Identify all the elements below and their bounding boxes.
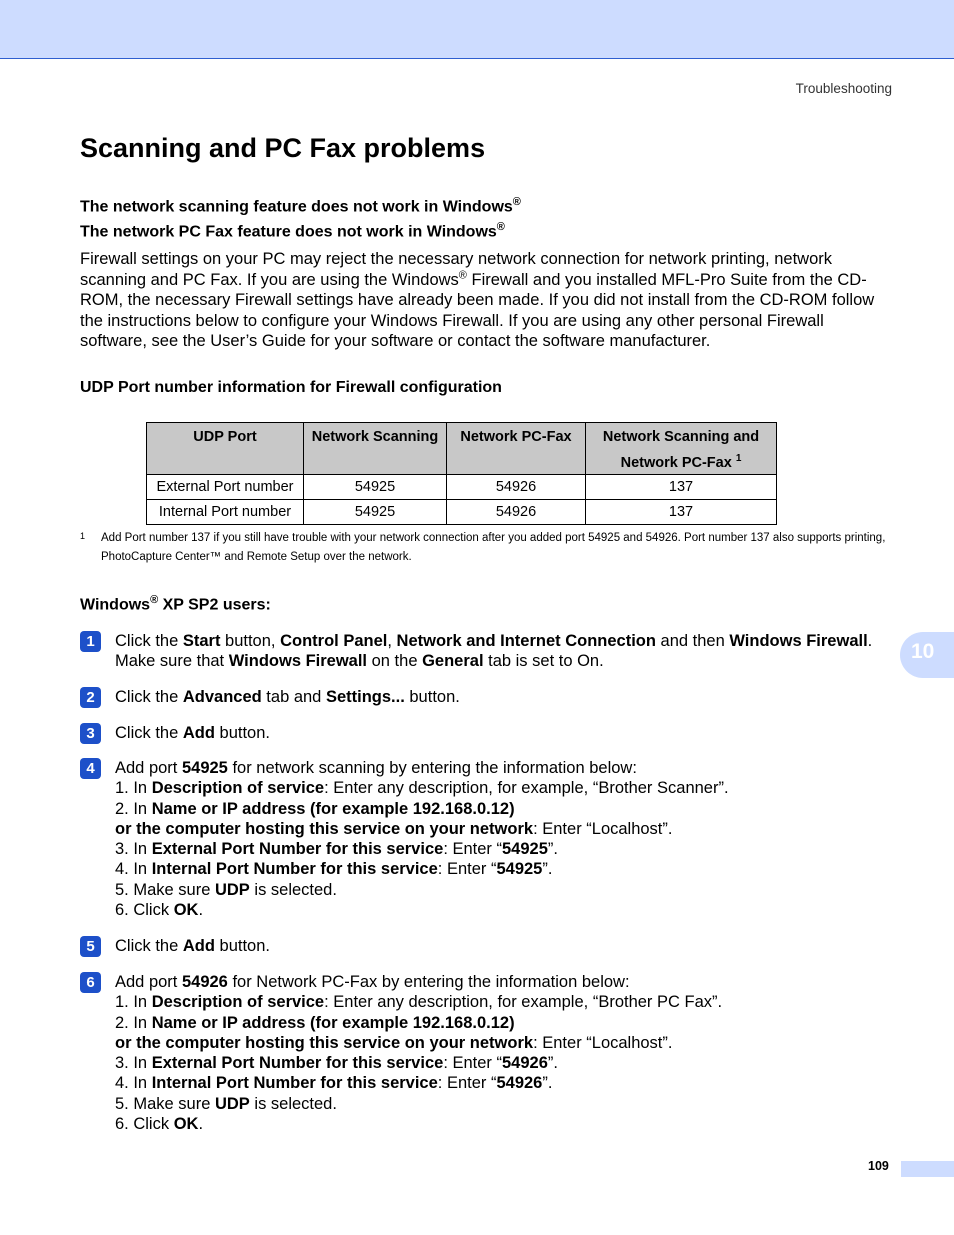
page-number: 109 bbox=[868, 1159, 889, 1173]
table-cell: External Port number bbox=[147, 474, 304, 499]
subheading-fax-issue: The network PC Fax feature does not work in Windows® bbox=[80, 221, 505, 241]
step-number-badge: 6 bbox=[80, 972, 101, 993]
col-network-pc-fax: Network PC-Fax bbox=[447, 423, 586, 475]
table-cell: 54926 bbox=[447, 474, 586, 499]
substep-2: 2. In Name or IP address (for example 192.168.0.12) bbox=[115, 799, 515, 818]
substep-3: 3. In External Port Number for this service: Enter “54926”. bbox=[115, 1054, 558, 1073]
step-intro: Add port 54925 for network scanning by entering the information below: bbox=[115, 759, 637, 777]
step-text bbox=[115, 972, 900, 1134]
subheading-scan-issue: The network scanning feature does not work in Windows® bbox=[80, 196, 521, 216]
step-number-badge: 4 bbox=[80, 758, 101, 779]
step-text: Click the Start button, Control Panel, Network and Internet Connection and then Windows Firewall. Make sure that Windows Firewall on the General tab is set to On. bbox=[115, 632, 873, 671]
substep-2-continued: or the computer hosting this service on your network: Enter “Localhost”. bbox=[115, 819, 673, 838]
step-text: Click the Add button. bbox=[115, 724, 270, 742]
substep-2: 2. In Name or IP address (for example 192.168.0.12) bbox=[115, 1013, 515, 1032]
table-row bbox=[147, 499, 777, 524]
substep-5: 5. Make sure UDP is selected. bbox=[115, 1094, 337, 1113]
chapter-tab bbox=[900, 632, 954, 678]
udp-heading: UDP Port number information for Firewall configuration bbox=[80, 379, 502, 396]
table-cell: 54925 bbox=[304, 499, 447, 524]
table-cell: 137 bbox=[586, 474, 777, 499]
step-text: Click the Add button. bbox=[115, 937, 270, 955]
step-number-badge: 5 bbox=[80, 936, 101, 957]
step-1 bbox=[80, 631, 900, 672]
header-band bbox=[0, 0, 954, 59]
substep-3: 3. In External Port Number for this service: Enter “54925”. bbox=[115, 840, 558, 859]
xp-sp2-heading: Windows® XP SP2 users: bbox=[80, 594, 271, 614]
udp-port-table bbox=[146, 422, 777, 525]
step-number-badge: 1 bbox=[80, 631, 101, 652]
running-header: Troubleshooting bbox=[795, 81, 892, 96]
footnote-mark: 1 bbox=[80, 531, 86, 541]
substep-5: 5. Make sure UDP is selected. bbox=[115, 880, 337, 899]
page-title: Scanning and PC Fax problems bbox=[80, 133, 486, 163]
col-udp-port: UDP Port bbox=[147, 423, 304, 475]
table-row bbox=[147, 474, 777, 499]
table-cell: 54925 bbox=[304, 474, 447, 499]
substep-2-continued: or the computer hosting this service on your network: Enter “Localhost”. bbox=[115, 1033, 673, 1052]
substep-6: 6. Click OK. bbox=[115, 901, 204, 920]
step-text: Click the Advanced tab and Settings... button. bbox=[115, 688, 460, 706]
step-5 bbox=[80, 936, 900, 956]
col-scanning-and-fax: Network Scanning and Network PC-Fax $^1$ bbox=[586, 423, 777, 475]
step-6 bbox=[80, 972, 900, 1134]
step-2 bbox=[80, 687, 900, 707]
chapter-number: 10 bbox=[911, 640, 935, 663]
step-intro: Add port 54926 for Network PC-Fax by entering the information below: bbox=[115, 973, 630, 991]
step-number-badge: 2 bbox=[80, 687, 101, 708]
step-4 bbox=[80, 758, 900, 920]
substep-4: 4. In Internal Port Number for this service: Enter “54925”. bbox=[115, 860, 553, 879]
footnote-text: Add Port number 137 if you still have trouble with your network connection after you added port 54925 and 54926. Port number 137 also supports printing, PhotoCapture Center™ and Remote Setup over the network. bbox=[101, 532, 886, 563]
footnote bbox=[80, 529, 892, 567]
footer-bar bbox=[901, 1161, 954, 1177]
col-network-scanning: Network Scanning bbox=[304, 423, 447, 475]
table-cell: 137 bbox=[586, 499, 777, 524]
substep-1: 1. In Description of service: Enter any description, for example, “Brother PC Fax”. bbox=[115, 993, 723, 1012]
step-3 bbox=[80, 723, 900, 743]
intro-paragraph: Firewall settings on your PC may reject the necessary network connection for network printing, network scanning and PC Fax. If you are using the Windows® Firewall and you installed MFL-Pro Suite from the CD-ROM, the necessary Firewall settings have already been made. If you did not install from the CD-ROM follow the instructions below to configure your Windows Firewall. If you are using any other personal Firewall software, see the User’s Guide for your software or contact the software manufacturer. bbox=[80, 250, 875, 350]
step-number-badge: 3 bbox=[80, 723, 101, 744]
table-header-row bbox=[147, 423, 777, 475]
substep-4: 4. In Internal Port Number for this service: Enter “54926”. bbox=[115, 1074, 553, 1093]
substep-6: 6. Click OK. bbox=[115, 1115, 204, 1134]
step-text bbox=[115, 758, 900, 920]
table-cell: Internal Port number bbox=[147, 499, 304, 524]
substep-1: 1. In Description of service: Enter any description, for example, “Brother Scanner”. bbox=[115, 779, 729, 798]
table-cell: 54926 bbox=[447, 499, 586, 524]
